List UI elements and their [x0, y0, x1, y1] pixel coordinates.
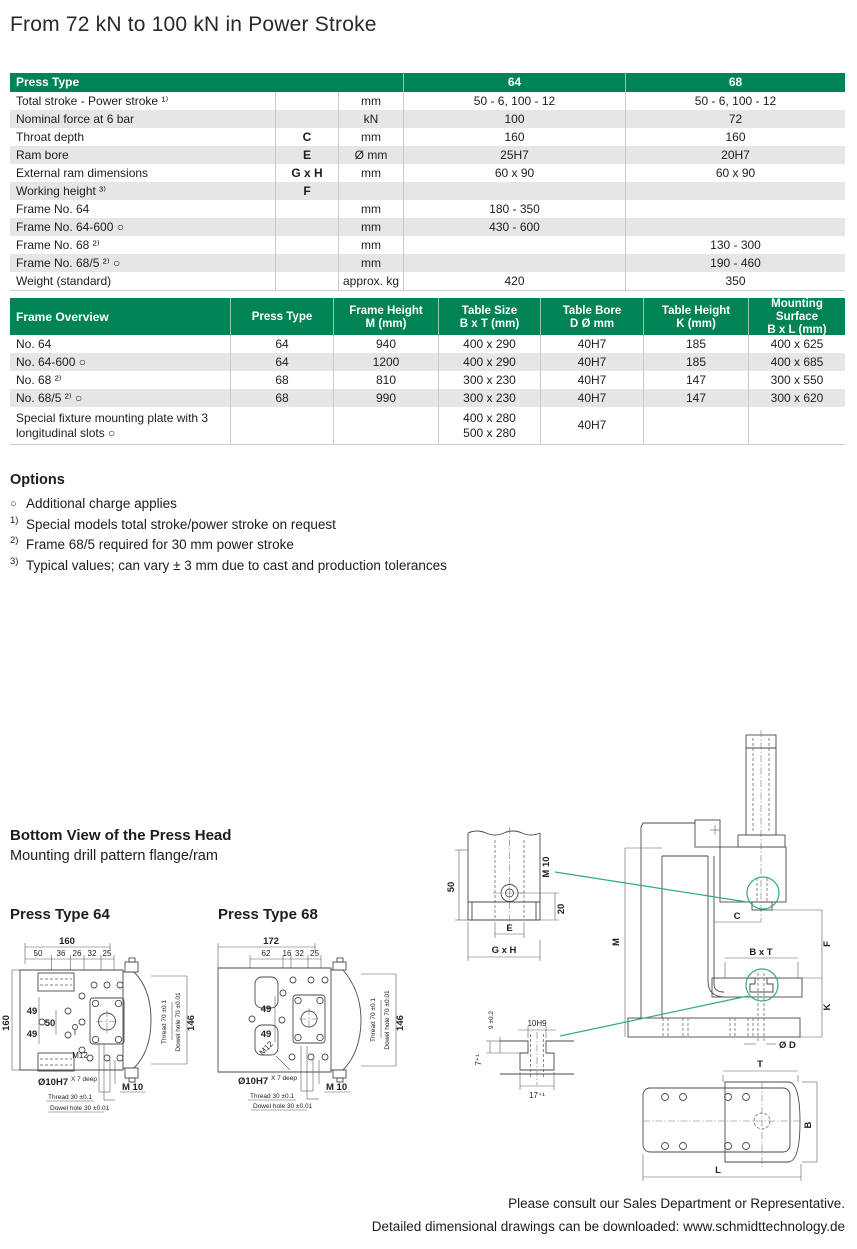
dim-label: G x H — [491, 945, 517, 956]
spec-row-unit: mm — [338, 92, 403, 110]
spec-row-v68: 60 x 90 — [625, 164, 845, 182]
table-row — [10, 164, 845, 182]
table-row — [10, 128, 845, 146]
frame-header-table-height: Table Height K (mm) — [643, 298, 748, 337]
frame-row-table-bore: 40H7 — [540, 407, 643, 444]
dim-label: M 10 — [326, 1082, 348, 1093]
footer — [372, 1192, 845, 1238]
dim-label: X 7 deep — [71, 1076, 98, 1083]
section-subtitle: Mounting drill pattern flange/ram — [10, 848, 218, 864]
frame-row-press-type — [230, 407, 333, 444]
dim-label: 50 — [446, 881, 457, 893]
spec-row-label: Weight (standard) — [16, 274, 112, 288]
table-row — [10, 353, 845, 371]
list-item — [10, 556, 455, 577]
dim-label: 25 — [102, 949, 112, 958]
frame-row-table-bore: 40H7 — [540, 389, 643, 407]
spec-row-label: External ram dimensions — [16, 166, 149, 180]
frame-row-frame-height: 1200 — [333, 353, 438, 371]
table-row — [10, 218, 845, 236]
spec-row-unit: mm — [338, 128, 403, 146]
frame-header-table-bore: Table Bore D Ø mm — [540, 298, 643, 337]
frame-row-mounting: 400 x 625 — [748, 335, 845, 353]
dim-label: C — [733, 911, 741, 922]
table-row — [10, 92, 845, 110]
side-view-drawing — [612, 726, 857, 1068]
dim-label: K — [822, 1003, 833, 1011]
spec-row-symbol — [275, 218, 338, 236]
spec-row-v64: 100 — [403, 110, 625, 128]
frame-header-frame-height: Frame Height M (mm) — [333, 298, 438, 337]
page-title: From 72 kN to 100 kN in Power Stroke — [10, 13, 377, 36]
option-marker: ○ — [10, 498, 17, 510]
dim-label: Dowel hole 30 ±0.01 — [50, 1105, 110, 1112]
dim-label: Thread 30 ±0.1 — [48, 1094, 93, 1101]
frame-row-mounting — [748, 407, 845, 444]
spec-header-label: Press Type — [16, 75, 80, 89]
footnote-marker: 2) — [10, 535, 19, 546]
spec-row-symbol: E — [275, 146, 338, 164]
dim-label: X 7 deep — [271, 1075, 298, 1082]
dim-label: M12 — [257, 1039, 275, 1057]
frame-row-press-type: 64 — [230, 335, 333, 353]
spec-row-v64 — [403, 182, 625, 200]
dim-label: M 10 — [122, 1082, 144, 1093]
frame-row-frame-height: 940 — [333, 335, 438, 353]
spec-row-label: Nominal force at 6 bar — [16, 112, 135, 126]
press68-title: Press Type 68 — [218, 906, 318, 923]
spec-row-symbol: C — [275, 128, 338, 146]
frame-row-table-size: 400 x 280 500 x 280 — [438, 407, 540, 444]
frame-row-mounting: 400 x 685 — [748, 353, 845, 371]
frame-row-table-bore: 40H7 — [540, 335, 643, 353]
dim-label: 49 — [260, 1029, 272, 1040]
dim-label: 10H9 — [527, 1019, 547, 1028]
table-row — [10, 254, 845, 272]
dim-label: M12 — [72, 1051, 88, 1060]
dim-label: B x T — [749, 947, 773, 958]
spec-row-unit: mm — [338, 254, 403, 272]
table-row — [10, 389, 845, 407]
frame-row-table-bore: 40H7 — [540, 371, 643, 389]
frame-row-table-height: 185 — [643, 353, 748, 371]
table-row — [10, 407, 845, 444]
spec-row-v68 — [625, 200, 845, 218]
spec-header-col64: 64 — [403, 73, 625, 92]
option-text: Special models total stroke/power stroke on request — [26, 516, 336, 532]
dim-label: Thread 30 ±0.1 — [250, 1093, 295, 1100]
dim-label: 7⁺¹ — [474, 1054, 483, 1066]
spec-row-label: Frame No. 64 — [16, 202, 90, 216]
spec-row-symbol: G x H — [275, 164, 338, 182]
spec-row-v64: 180 - 350 — [403, 200, 625, 218]
spec-row-unit: kN — [338, 110, 403, 128]
dim-label: 146 — [186, 1015, 197, 1031]
dim-label: 172 — [263, 936, 279, 947]
frame-row-table-size: 400 x 290 — [438, 353, 540, 371]
spec-row-symbol — [275, 110, 338, 128]
frame-row-table-height: 147 — [643, 389, 748, 407]
dim-label: E — [506, 923, 513, 934]
frame-row-label: No. 64 — [16, 337, 52, 351]
spec-row-unit: mm — [338, 218, 403, 236]
spec-row-label: Frame No. 68 ²⁾ — [16, 238, 100, 252]
spec-row-label: Ram bore — [16, 148, 69, 162]
table-row — [10, 200, 845, 218]
dim-label: 49 — [260, 1004, 272, 1015]
options-title: Options — [10, 472, 65, 488]
spec-row-symbol — [275, 272, 338, 290]
dim-label: Dowel hole 70 ±0.01 — [384, 990, 391, 1050]
dim-label: 160 — [59, 936, 75, 947]
spec-row-symbol — [275, 200, 338, 218]
slot-detail-drawing — [470, 990, 598, 1105]
spec-row-v64: 430 - 600 — [403, 218, 625, 236]
table-row — [10, 146, 845, 164]
frame-header-mounting: Mounting Surface B x L (mm) — [748, 298, 845, 337]
dim-label: Ø10H7 — [38, 1077, 69, 1088]
table-row — [10, 236, 845, 254]
spec-row-label: Throat depth — [16, 130, 85, 144]
dim-label: M — [611, 938, 622, 946]
dim-label: B — [803, 1121, 814, 1129]
spec-row-v64: 60 x 90 — [403, 164, 625, 182]
ram-detail-drawing — [445, 812, 615, 980]
spec-row-v64 — [403, 254, 625, 272]
table-row — [10, 182, 845, 200]
dim-label: T — [757, 1059, 763, 1070]
dim-label: 17⁺¹ — [529, 1091, 545, 1100]
spec-row-symbol: F — [275, 182, 338, 200]
spec-header-col68: 68 — [625, 73, 845, 92]
dim-label: 36 — [56, 949, 66, 958]
press64-title: Press Type 64 — [10, 906, 110, 923]
frame-row-table-height: 147 — [643, 371, 748, 389]
spec-table — [10, 73, 845, 291]
footer-line-1: Please consult our Sales Department or Representative. — [508, 1196, 845, 1211]
list-item — [10, 515, 455, 536]
spec-row-v68 — [625, 218, 845, 236]
dim-label: Thread 70 ±0.1 — [161, 999, 168, 1045]
dim-label: 26 — [72, 949, 82, 958]
spec-row-label: Working height ³⁾ — [16, 184, 107, 198]
dim-label: 160 — [1, 1015, 12, 1031]
dim-label: Dowel hole 70 ±0.01 — [175, 992, 182, 1052]
table-top-view-drawing — [620, 1055, 857, 1195]
dim-label: 49 — [26, 1006, 38, 1017]
spec-table-header — [10, 73, 845, 92]
frame-row-press-type: 64 — [230, 353, 333, 371]
dim-label: 50 — [33, 949, 43, 958]
frame-row-frame-height: 990 — [333, 389, 438, 407]
dim-label: L — [715, 1165, 721, 1176]
spec-row-v64: 420 — [403, 272, 625, 290]
table-row — [10, 335, 845, 353]
spec-row-v68: 72 — [625, 110, 845, 128]
footnote-marker: 3) — [10, 555, 19, 567]
spec-row-symbol — [275, 92, 338, 110]
table-row — [10, 272, 845, 290]
frame-header-press-type: Press Type — [230, 298, 333, 337]
dim-label: Dowel hole 30 ±0.01 — [253, 1103, 313, 1110]
frame-overview-table — [10, 298, 845, 445]
spec-row-label: Total stroke - Power stroke ¹⁾ — [16, 94, 169, 108]
dim-label: Thread 70 ±0.1 — [370, 997, 377, 1043]
list-item — [10, 535, 455, 556]
frame-row-table-height: 185 — [643, 335, 748, 353]
frame-row-press-type: 68 — [230, 371, 333, 389]
frame-row-table-height — [643, 407, 748, 444]
frame-row-mounting: 300 x 550 — [748, 371, 845, 389]
dim-label: 32 — [295, 949, 304, 958]
spec-row-label: Frame No. 68/5 ²⁾ ○ — [16, 256, 121, 270]
section-title: Bottom View of the Press Head — [10, 827, 232, 844]
spec-row-unit: mm — [338, 236, 403, 254]
frame-row-table-bore: 40H7 — [540, 353, 643, 371]
spec-row-v64: 160 — [403, 128, 625, 146]
frame-header-table-size: Table Size B x T (mm) — [438, 298, 540, 337]
frame-row-label: Special fixture mounting plate with 3 longitudinal slots ○ — [16, 410, 209, 440]
spec-row-unit: approx. kg — [338, 272, 403, 290]
dim-label: 32 — [87, 949, 97, 958]
option-text: Additional charge applies — [26, 496, 177, 511]
dim-label: F — [822, 941, 833, 947]
list-item — [10, 494, 455, 515]
footer-line-2: Detailed dimensional drawings can be downloaded: www.schmidttechnology.de — [371, 1219, 845, 1234]
table-row — [10, 110, 845, 128]
dim-label: 49 — [26, 1029, 38, 1040]
spec-row-v68: 350 — [625, 272, 845, 290]
frame-header-label: Frame Overview — [16, 310, 109, 324]
dim-label: Ø10H7 — [238, 1076, 269, 1087]
spec-row-symbol — [275, 236, 338, 254]
spec-row-unit: mm — [338, 200, 403, 218]
dim-label: 50 — [44, 1018, 56, 1029]
options-section — [10, 472, 455, 576]
frame-row-table-size: 300 x 230 — [438, 371, 540, 389]
table-row — [10, 371, 845, 389]
spec-row-v68: 20H7 — [625, 146, 845, 164]
option-text: Frame 68/5 required for 30 mm power stroke — [26, 537, 294, 552]
spec-row-unit: Ø mm — [338, 146, 403, 164]
frame-table-header — [10, 298, 845, 335]
frame-row-frame-height: 810 — [333, 371, 438, 389]
dim-label: 9 ±0.2 — [488, 1010, 495, 1030]
frame-row-mounting: 300 x 620 — [748, 389, 845, 407]
dim-label: 25 — [310, 949, 319, 958]
dim-label: M 10 — [541, 856, 552, 878]
spec-row-v68 — [625, 182, 845, 200]
frame-row-frame-height — [333, 407, 438, 444]
spec-row-unit: mm — [338, 164, 403, 182]
spec-row-v64: 50 - 6, 100 - 12 — [403, 92, 625, 110]
frame-row-press-type: 68 — [230, 389, 333, 407]
spec-row-label: Frame No. 64-600 ○ — [16, 220, 124, 234]
spec-row-v64 — [403, 236, 625, 254]
dim-label: 16 — [282, 949, 292, 958]
dim-label: 20 — [556, 903, 567, 915]
frame-row-label: No. 68 ²⁾ — [16, 373, 62, 387]
dim-label: Ø D — [779, 1040, 796, 1051]
spec-row-v68: 190 - 460 — [625, 254, 845, 272]
frame-row-label: No. 68/5 ²⁾ ○ — [16, 391, 83, 405]
spec-row-symbol — [275, 254, 338, 272]
dim-label: 146 — [395, 1015, 406, 1031]
press68-drawing — [213, 934, 423, 1126]
dim-label: 62 — [261, 949, 271, 958]
option-text: Typical values; can vary ± 3 mm due to cast and production tolerances — [26, 557, 447, 573]
frame-row-table-size: 300 x 230 — [438, 389, 540, 407]
spec-row-unit — [338, 182, 403, 200]
frame-row-table-size: 400 x 290 — [438, 335, 540, 353]
spec-row-v64: 25H7 — [403, 146, 625, 164]
spec-row-v68: 130 - 300 — [625, 236, 845, 254]
press64-drawing — [1, 934, 214, 1126]
spec-row-v68: 160 — [625, 128, 845, 146]
spec-row-v68: 50 - 6, 100 - 12 — [625, 92, 845, 110]
footnote-marker: 1) — [10, 514, 19, 526]
frame-row-label: No. 64-600 ○ — [16, 355, 86, 369]
